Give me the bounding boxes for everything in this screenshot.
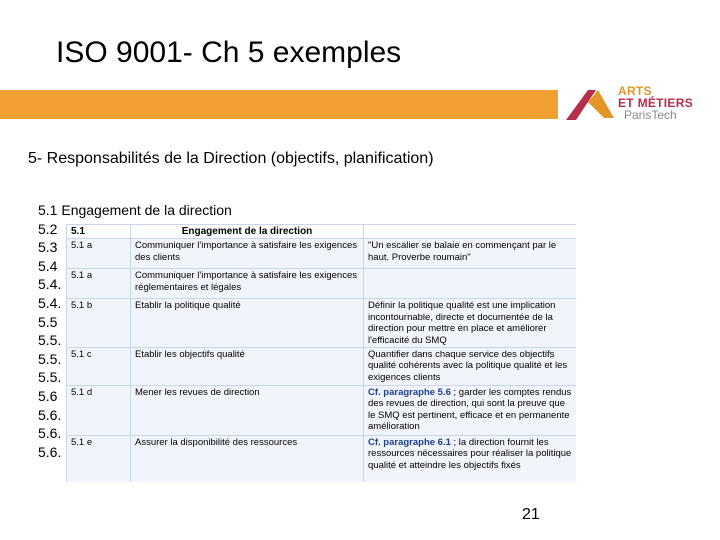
row-num: 5.1 a: [67, 239, 131, 269]
example-text: ; la direction fournit les ressources nécessaires pour réaliser la politique qualité et atteindre les objectifs fixés: [368, 437, 572, 471]
table-row: [67, 269, 577, 299]
list-item: 5.5.: [38, 350, 62, 367]
row-num: 5.1 d: [67, 386, 131, 436]
logo-mark-icon: [564, 88, 616, 122]
list-item: 5.4.: [38, 276, 62, 293]
row-requirement: Communiquer l'importance à satisfaire les exigences des clients: [131, 239, 364, 269]
list-item: 5.3: [38, 239, 58, 256]
list-item: 5.4.: [38, 294, 62, 311]
example-text: Définir la politique qualité est une implication incontournable, directe et documentée de la direction pour mettre en place et améliorer l'efficacité du SMQ: [368, 300, 556, 346]
example-ref: Cf. paragraphe 5.6: [368, 387, 451, 399]
row-example: [364, 269, 577, 299]
table-row: [67, 348, 577, 386]
example-text: ; garder les comptes rendus des revues de direction, qui sont la preuve que le SMQ est pertinent, efficace et en permanente amélioration: [368, 387, 572, 433]
list-item: 5.2: [38, 220, 58, 237]
engagement-table: [66, 224, 576, 482]
logo-line-3: ParisTech: [624, 108, 677, 122]
logo-line-1: ARTS: [618, 84, 652, 98]
row-requirement: Assurer la disponibilité des ressources: [131, 436, 364, 482]
row-requirement: Communiquer l'importance à satisfaire les exigences réglementaires et légales: [131, 269, 364, 299]
row-example: [364, 386, 577, 436]
row-requirement: Mener les revues de direction: [131, 386, 364, 436]
arts-et-metiers-logo: [560, 82, 720, 128]
list-item: 5.6.: [38, 443, 62, 460]
list-item: 5.6.: [38, 425, 62, 442]
row-example: [364, 239, 577, 269]
logo-line-2: ET MÉTIERS: [618, 96, 694, 110]
row-example: [364, 299, 577, 348]
table-row: [67, 299, 577, 348]
header-band: [0, 90, 558, 119]
table-row: [67, 239, 577, 269]
header-num: 5.1: [67, 225, 131, 239]
row-num: 5.1 a: [67, 269, 131, 299]
list-item: 5.5.: [38, 332, 62, 349]
section-heading: 5- Responsabilités de la Direction (objectifs, planification): [28, 150, 434, 167]
row-example: [364, 348, 577, 386]
list-item: 5.5: [38, 313, 58, 330]
row-num: 5.1 c: [67, 348, 131, 386]
list-item: 5.6: [38, 387, 58, 404]
row-example: [364, 436, 577, 482]
row-num: 5.1 e: [67, 436, 131, 482]
list-item: 5.4: [38, 257, 58, 274]
page-number: 21: [522, 506, 540, 523]
list-item: 5.1 Engagement de la direction: [38, 202, 232, 218]
row-requirement: Etablir la politique qualité: [131, 299, 364, 348]
table-row: [67, 436, 577, 482]
list-item: 5.6.: [38, 406, 62, 423]
slide-title: ISO 9001- Ch 5 exemples: [56, 36, 402, 69]
table-header-row: [67, 225, 577, 239]
example-text: Quantifier dans chaque service des objectifs qualité cohérents avec la politique qualité et les exigences clients: [368, 349, 568, 383]
example-text: "Un escalier se balaie en commençant par le haut. Proverbe roumain": [368, 240, 557, 263]
list-item: 5.5.: [38, 369, 62, 386]
row-num: 5.1 b: [67, 299, 131, 348]
header-example: [364, 225, 577, 239]
header-title: Engagement de la direction: [131, 225, 364, 239]
table-row: [67, 386, 577, 436]
row-requirement: Etablir les objectifs qualité: [131, 348, 364, 386]
example-ref: Cf. paragraphe 6.1: [368, 437, 451, 449]
